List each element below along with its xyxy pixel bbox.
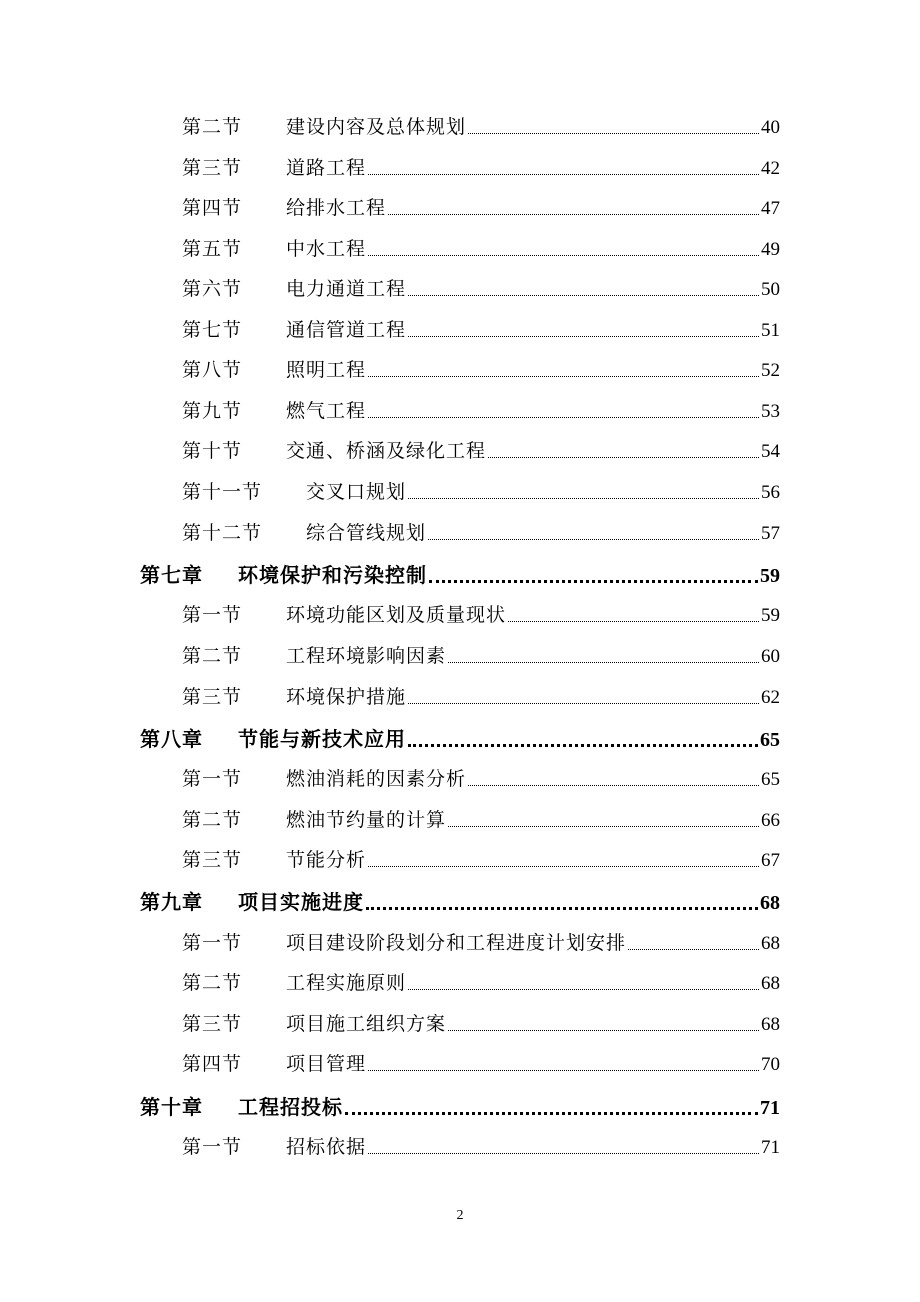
dot-leader	[628, 949, 759, 950]
toc-entry-number: 第八章	[140, 727, 203, 751]
toc-entry-title: 综合管线规划	[306, 522, 427, 544]
toc-entry-section[interactable]	[182, 1049, 780, 1076]
dot-leader	[408, 336, 759, 337]
toc-entry-page: 40	[761, 117, 780, 138]
toc-entry-title: 燃油消耗的因素分析	[286, 768, 467, 790]
toc-entry-title: 节能与新技术应用	[238, 727, 406, 751]
toc-entry-number: 第二节	[182, 645, 243, 667]
toc-entry-number: 第一节	[182, 932, 243, 954]
toc-entry-page: 54	[761, 441, 780, 462]
toc-entry-page: 57	[761, 523, 780, 544]
toc-entry-number: 第一节	[182, 768, 243, 790]
dot-leader	[468, 133, 759, 134]
dot-leader	[368, 255, 759, 256]
toc-entry-title: 中水工程	[286, 238, 367, 260]
toc-entry-number: 第一节	[182, 604, 243, 626]
toc-entry-number: 第十节	[182, 440, 243, 462]
toc-entry-number: 第十二节	[182, 522, 263, 544]
dot-leader	[368, 866, 759, 867]
toc-entry-section[interactable]	[182, 518, 780, 545]
toc-entry-title: 燃气工程	[286, 400, 367, 422]
page-number: 2	[456, 1208, 464, 1223]
dot-leader	[448, 662, 759, 663]
toc-entry-title: 电力通道工程	[286, 278, 407, 300]
toc-entry-page: 49	[761, 239, 780, 260]
toc-entry-title: 道路工程	[286, 157, 367, 179]
toc-entry-section[interactable]	[182, 193, 780, 220]
toc-entry-page: 42	[761, 158, 780, 179]
dot-leader	[508, 621, 759, 622]
toc-entry-page: 71	[760, 1097, 780, 1119]
toc-entry-section[interactable]	[182, 315, 780, 342]
dot-leader	[408, 498, 759, 499]
toc-entry-page: 47	[761, 198, 780, 219]
toc-entry-section[interactable]	[182, 234, 780, 261]
toc-entry-page: 65	[760, 729, 780, 751]
toc-entry-title: 项目管理	[286, 1053, 367, 1075]
toc-entry-section[interactable]	[182, 968, 780, 995]
toc-entry-chapter[interactable]	[140, 886, 780, 915]
toc-entry-title: 建设内容及总体规划	[286, 116, 467, 138]
toc-entry-title: 项目施工组织方案	[286, 1013, 447, 1035]
dot-leader	[368, 1153, 759, 1154]
toc-entry-number: 第七节	[182, 319, 243, 341]
toc-entry-title: 燃油节约量的计算	[286, 809, 447, 831]
dot-leader	[429, 580, 758, 583]
toc-entry-section[interactable]	[182, 845, 780, 872]
dot-leader	[368, 1070, 759, 1071]
toc-entry-title: 工程招投标	[238, 1095, 343, 1119]
toc-entry-section[interactable]	[182, 274, 780, 301]
toc-entry-number: 第十一节	[182, 481, 263, 503]
toc-entry-number: 第二节	[182, 809, 243, 831]
dot-leader	[368, 417, 759, 418]
dot-leader	[388, 214, 759, 215]
toc-entry-page: 68	[760, 892, 780, 914]
dot-leader	[488, 457, 759, 458]
toc-entry-number: 第七章	[140, 563, 203, 587]
toc-entry-number: 第二节	[182, 116, 243, 138]
toc-entry-section[interactable]	[182, 1132, 780, 1159]
toc-entry-section[interactable]	[182, 641, 780, 668]
toc-entry-number: 第三节	[182, 157, 243, 179]
toc-entry-title: 给排水工程	[286, 197, 387, 219]
toc-entry-page: 56	[761, 482, 780, 503]
dot-leader	[368, 376, 759, 377]
toc-entry-page: 53	[761, 401, 780, 422]
toc-entry-section[interactable]	[182, 477, 780, 504]
toc-entry-section[interactable]	[182, 600, 780, 627]
toc-entry-page: 60	[761, 646, 780, 667]
toc-entry-number: 第四节	[182, 1053, 243, 1075]
toc-entry-number: 第三节	[182, 1013, 243, 1035]
dot-leader	[368, 174, 759, 175]
toc-entry-title: 工程环境影响因素	[286, 645, 447, 667]
toc-entry-section[interactable]	[182, 112, 780, 139]
toc-entry-section[interactable]	[182, 805, 780, 832]
toc-entry-page: 59	[761, 605, 780, 626]
toc-entry-section[interactable]	[182, 682, 780, 709]
toc-entry-chapter[interactable]	[140, 723, 780, 752]
toc-entry-chapter[interactable]	[140, 1091, 780, 1120]
toc-entry-page: 67	[761, 850, 780, 871]
toc-entry-title: 交通、桥涵及绿化工程	[286, 440, 487, 462]
toc-entry-section[interactable]	[182, 153, 780, 180]
dot-leader	[428, 539, 759, 540]
toc-entry-number: 第十章	[140, 1095, 203, 1119]
toc-entry-page: 68	[761, 1014, 780, 1035]
toc-entry-section[interactable]	[182, 1009, 780, 1036]
toc-entry-number: 第九章	[140, 890, 203, 914]
toc-entry-number: 第九节	[182, 400, 243, 422]
toc-entry-title: 项目实施进度	[238, 890, 364, 914]
toc-entry-page: 59	[760, 565, 780, 587]
dot-leader	[366, 907, 758, 910]
toc-entry-page: 65	[761, 769, 780, 790]
toc-entry-page: 50	[761, 279, 780, 300]
toc-entry-title: 项目建设阶段划分和工程进度计划安排	[286, 932, 627, 954]
toc-entry-page: 62	[761, 687, 780, 708]
toc-entry-page: 51	[761, 320, 780, 341]
toc-entry-section[interactable]	[182, 355, 780, 382]
toc-entry-number: 第一节	[182, 1136, 243, 1158]
toc-entry-page: 68	[761, 973, 780, 994]
toc-entry-section[interactable]	[182, 928, 780, 955]
dot-leader	[408, 703, 759, 704]
dot-leader	[448, 826, 759, 827]
toc-entry-page: 68	[761, 933, 780, 954]
dot-leader	[468, 785, 759, 786]
toc-entry-section[interactable]	[182, 396, 780, 423]
toc-entry-title: 节能分析	[286, 849, 367, 871]
toc-entry-number: 第五节	[182, 238, 243, 260]
dot-leader	[345, 1112, 758, 1115]
toc-entry-chapter[interactable]	[140, 559, 780, 588]
toc-entry-number: 第六节	[182, 278, 243, 300]
toc-entry-title: 环境保护措施	[286, 686, 407, 708]
dot-leader	[408, 744, 758, 747]
toc-entry-title: 工程实施原则	[286, 972, 407, 994]
toc-entry-section[interactable]	[182, 436, 780, 463]
toc-entry-title: 照明工程	[286, 359, 367, 381]
dot-leader	[408, 295, 759, 296]
toc-entry-number: 第四节	[182, 197, 243, 219]
toc-entry-title: 环境功能区划及质量现状	[286, 604, 507, 626]
toc-entry-number: 第三节	[182, 686, 243, 708]
toc-entry-title: 通信管道工程	[286, 319, 407, 341]
toc-entry-number: 第八节	[182, 359, 243, 381]
dot-leader	[448, 1030, 759, 1031]
toc-entry-page: 66	[761, 810, 780, 831]
toc-entry-section[interactable]	[182, 764, 780, 791]
dot-leader	[408, 989, 759, 990]
toc-entry-page: 71	[761, 1137, 780, 1158]
toc-entry-number: 第二节	[182, 972, 243, 994]
toc-entry-title: 环境保护和污染控制	[238, 563, 427, 587]
toc-entry-title: 交叉口规划	[306, 481, 407, 503]
toc-entry-title: 招标依据	[286, 1136, 367, 1158]
toc-entry-number: 第三节	[182, 849, 243, 871]
toc-entry-page: 70	[761, 1054, 780, 1075]
toc-entry-page: 52	[761, 360, 780, 381]
